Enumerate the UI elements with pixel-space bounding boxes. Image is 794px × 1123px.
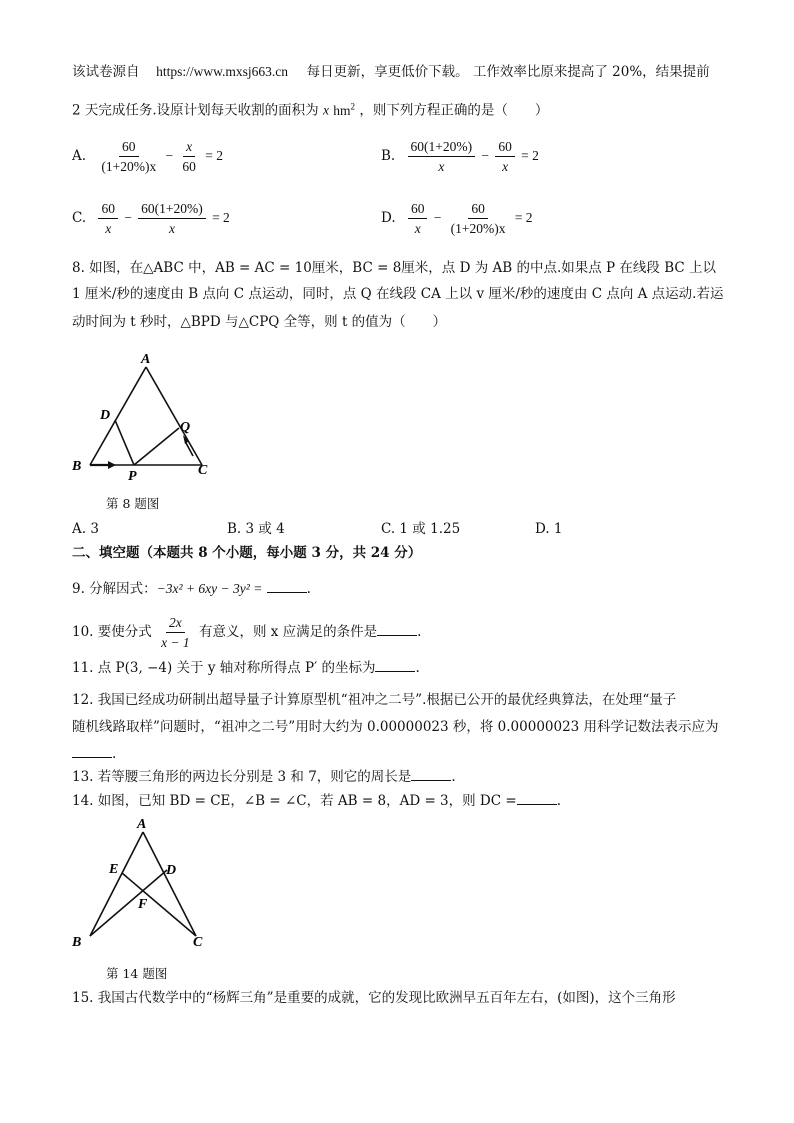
q7-b-fraction-2: $\frac{60}{x}$ [495, 138, 515, 175]
q8-edge-ab [90, 367, 146, 465]
q7-text-part2: 2 天完成任务.设原计划每天收割的面积为 [72, 102, 319, 119]
q8-label-d: D [100, 408, 111, 423]
q9-line: 9. 分解因式：−3x² + 6xy − 3y² = . [72, 578, 311, 599]
q11-answer-blank[interactable] [375, 657, 415, 672]
q14-answer-blank[interactable] [517, 790, 557, 805]
header-line [72, 62, 710, 82]
q7-unit: $hm^2$ [333, 101, 356, 118]
source-label: 该试卷源自 [72, 64, 140, 80]
q14-label-b: B [72, 935, 82, 950]
q11-line: 11. 点 P(3, −4) 关于 y 轴对称所得点 P′ 的坐标为 . [72, 657, 420, 678]
q12-answer-blank[interactable] [72, 743, 112, 758]
q8-caption: 第 8 题图 [106, 496, 160, 511]
q14-label-a: A [137, 817, 147, 832]
q10-line: 10. 要使分式 $\frac{2x}{x - 1}$ 有意义，则 x 应满足的条件是 . [72, 615, 422, 650]
update-notice: 每日更新，享更低价下载。 [306, 64, 469, 80]
q14-label-e: E [109, 862, 119, 877]
q8-label-p: P [128, 469, 137, 484]
q7-option-b[interactable]: B. $\frac{60(1+20\%)}{x}$ − $\frac{60}{x}$ = 2 [381, 139, 539, 174]
q8-label-q: Q [180, 420, 191, 435]
q8-line3: 动时间为 t 秒时，△BPD 与△CPQ 全等，则 t 的值为（ ） [72, 314, 447, 330]
q7-c-fraction-1: $\frac{60}{x}$ [98, 200, 118, 237]
q8-edge-ac [146, 367, 202, 465]
q7-a-fraction-1: $\frac{60}{(1+20\%)x}$ [101, 139, 157, 174]
source-url-link[interactable]: https://www.mxsj663.cn [156, 64, 288, 79]
q8-option-d[interactable]: D. 1 [535, 521, 563, 537]
q14-label-d: D [166, 863, 177, 878]
q7-line2 [72, 96, 548, 121]
q14-caption: 第 14 题图 [106, 966, 168, 981]
q8-line1: 8. 如图，在△ABC 中，AB = AC = 10厘米，BC = 8厘米，点 D 为 AB 的中点.如果点 P 在线段 BC 上以 [72, 260, 716, 276]
q9-expression: −3x² + 6xy − 3y² = [156, 581, 263, 596]
q14-segment-ce [122, 873, 196, 936]
q8-label-c: C [198, 463, 208, 478]
q12-line1: 12. 我国已经成功研制出超导量子计算原型机“祖冲之二号”.根据已公开的最优经典算法，在处理“量子 [72, 692, 677, 708]
q12-line2: 随机线路取样”问题时，“祖冲之二号”用时大约为 0.00000023 秒，将 0.00000023 用科学记数法表示应为 [72, 719, 719, 735]
q12-line3: . [72, 743, 116, 764]
q14-line: 14. 如图，已知 BD = CE，∠B = ∠C，若 AB = 8，AD = 3，则 DC = . [72, 790, 561, 811]
q8-line2: 1 厘米/秒的速度由 B 点向 C 点运动，同时，点 Q 在线段 CA 上以 v 厘米/秒的速度由 C 点向 A 点运动.若运 [72, 286, 724, 302]
q7-option-d[interactable]: D. $\frac{60}{x}$ − $\frac{60}{(1+20\%)x}$ = 2 [381, 201, 533, 236]
q7-b-fraction-1: $\frac{60(1+20\%)}{x}$ [408, 138, 476, 175]
q14-segment-bd [90, 870, 167, 936]
q14-label-f: F [138, 897, 148, 912]
q7-text-part3: ，则下列方程正确的是（ ） [359, 102, 549, 119]
q8-label-a: A [141, 352, 151, 367]
q13-line: 13. 若等腰三角形的两边长分别是 3 和 7，则它的周长是 . [72, 766, 456, 787]
q13-answer-blank[interactable] [411, 766, 451, 781]
q10-fraction: $\frac{2x}{x - 1}$ [161, 615, 190, 650]
q8-figure [68, 350, 228, 485]
q7-option-c[interactable]: C. $\frac{60}{x}$ − $\frac{60(1+20\%)}{x}$ = 2 [72, 201, 230, 236]
q10-answer-blank[interactable] [377, 621, 417, 636]
q7-d-fraction-2: $\frac{60}{(1+20\%)x}$ [450, 201, 506, 236]
q7-a-fraction-2: $\frac{x}{60}$ [182, 139, 196, 174]
q9-answer-blank[interactable] [267, 578, 307, 593]
q15-line: 15. 我国古代数学中的“杨辉三角”是重要的成就，它的发现比欧洲早五百年左右，(如图)，这个三角形 [72, 990, 676, 1006]
q8-segment-dp [115, 420, 134, 465]
q8-option-b[interactable]: B. 3 或 4 [227, 521, 285, 537]
q7-option-a[interactable]: A. $\frac{60}{(1+20\%)x}$ − $\frac{x}{60}$ = 2 [72, 139, 223, 174]
q8-label-b: B [72, 459, 82, 474]
q8-segment-pq [134, 428, 179, 465]
q7-variable: x [322, 102, 329, 118]
q8-option-a[interactable]: A. 3 [72, 521, 99, 537]
q8-option-c[interactable]: C. 1 或 1.25 [381, 521, 461, 537]
q14-label-c: C [193, 935, 203, 950]
q7-text-part1: 工作效率比原来提高了 20%，结果提前 [472, 64, 710, 80]
q14-figure [68, 816, 218, 956]
q7-d-fraction-1: $\frac{60}{x}$ [408, 200, 428, 237]
q7-c-fraction-2: $\frac{60(1+20\%)}{x}$ [138, 200, 206, 237]
section-2-title: 二、填空题（本题共 8 个小题，每小题 3 分，共 24 分） [72, 545, 422, 561]
